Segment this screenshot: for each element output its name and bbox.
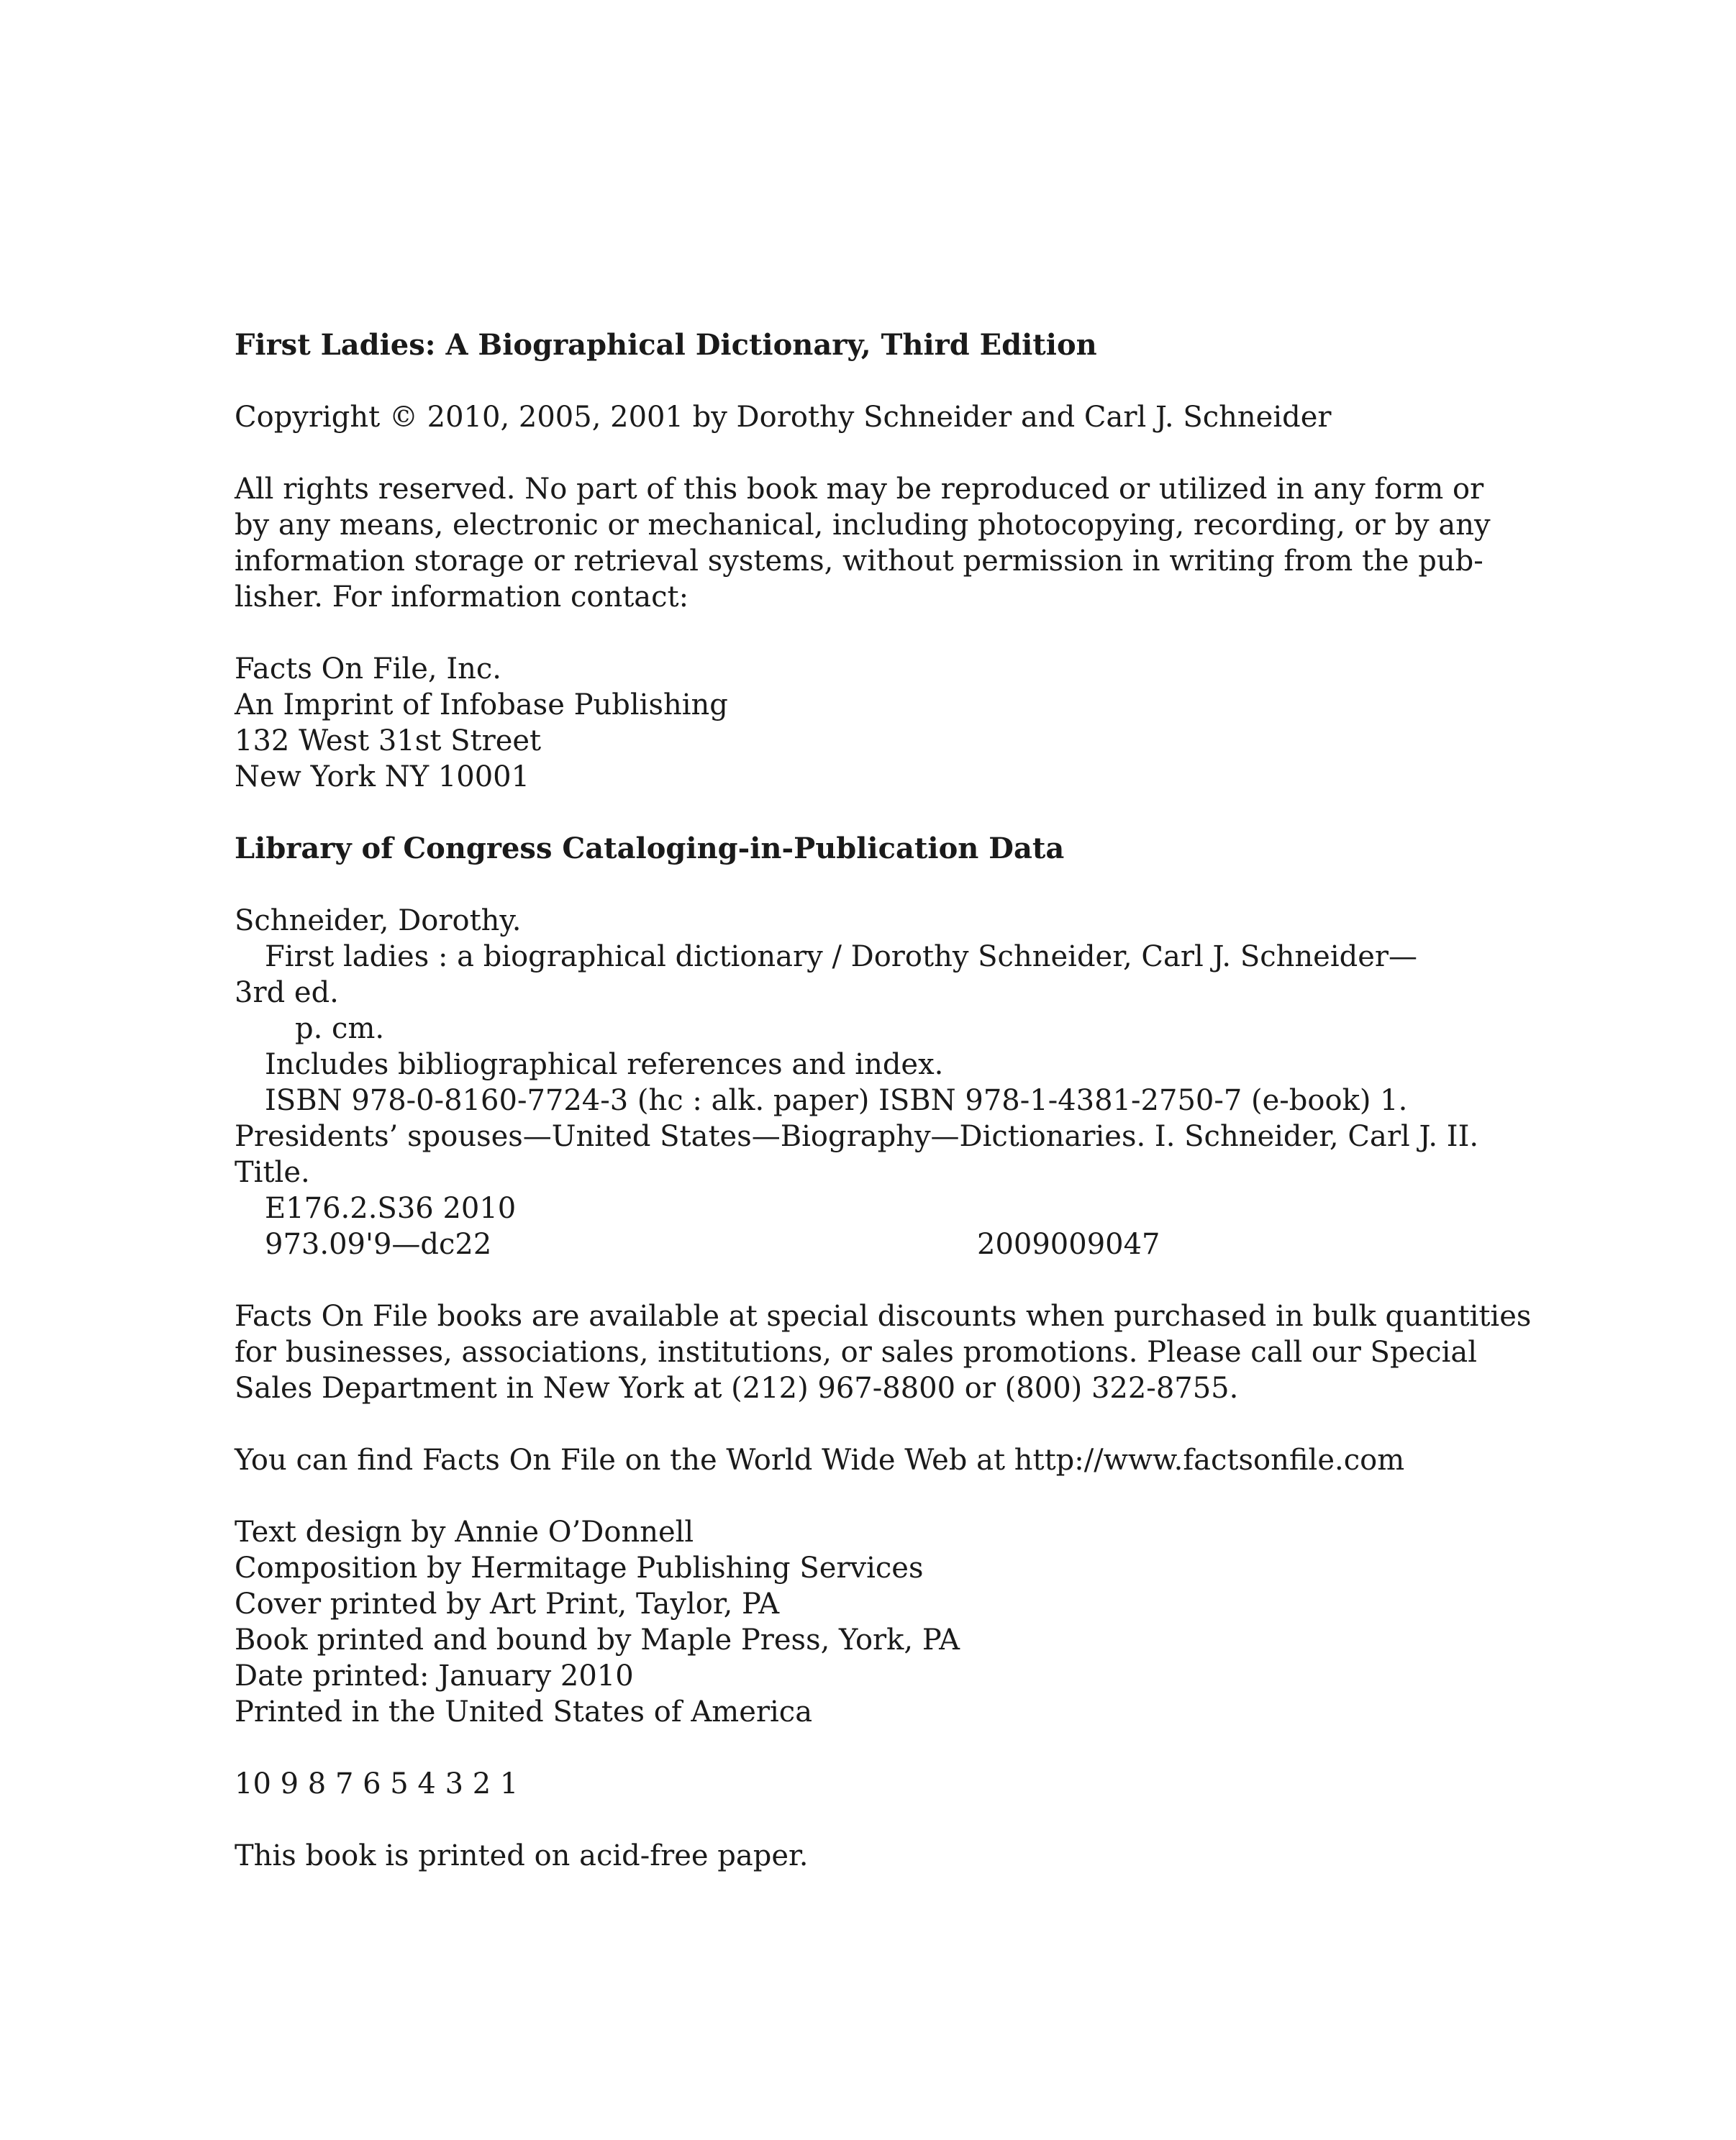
cip-isbn-line: ISBN 978-0-8160-7724-3 (hc : alk. paper) ISBN 978-1-4381-2750-7 (e-book) 1. xyxy=(265,1084,1408,1117)
sales-line: Sales Department in New York at (212) 967-8800 or (800) 322-8755. xyxy=(235,1372,1239,1405)
credit-line: Printed in the United States of America xyxy=(235,1695,813,1729)
publisher-city: New York NY 10001 xyxy=(235,760,530,793)
copyright-notice: Copyright © 2010, 2005, 2001 by Dorothy Schneider and Carl J. Schneider xyxy=(235,401,1332,434)
copyright-page xyxy=(235,327,1532,1874)
cip-title-line: 3rd ed. xyxy=(235,976,339,1009)
cip-isbn-line: Presidents’ spouses—United States—Biography—Dictionaries. I. Schneider, Carl J. II. xyxy=(235,1120,1479,1153)
cip-pages: p. cm. xyxy=(295,1012,385,1045)
publisher-name: Facts On File, Inc. xyxy=(235,652,501,686)
paper-note: This book is printed on acid-free paper. xyxy=(235,1839,809,1872)
rights-line: All rights reserved. No part of this book may be reproduced or utilized in any form or xyxy=(235,473,1484,506)
cip-block xyxy=(235,903,1479,1262)
cip-heading: Library of Congress Cataloging-in-Publication Data xyxy=(235,832,1065,865)
publisher-street: 132 West 31st Street xyxy=(235,724,542,757)
publisher-imprint: An Imprint of Infobase Publishing xyxy=(235,688,728,721)
rights-line: by any means, electronic or mechanical, including photocopying, recording, or by any xyxy=(235,509,1491,542)
printing-line: 10 9 8 7 6 5 4 3 2 1 xyxy=(235,1767,519,1800)
credit-line: Book printed and bound by Maple Press, York, PA xyxy=(235,1624,960,1657)
credit-line: Date printed: January 2010 xyxy=(235,1659,634,1693)
cip-author: Schneider, Dorothy. xyxy=(235,904,522,937)
cip-isbn-entry xyxy=(235,1083,1479,1190)
credit-line: Composition by Hermitage Publishing Services xyxy=(235,1552,924,1585)
web-notice: You can find Facts On File on the World Wide Web at http://www.factsonfile.com xyxy=(235,1444,1405,1477)
cip-title-line: First ladies : a biographical dictionary / Dorothy Schneider, Carl J. Schneider— xyxy=(265,940,1418,973)
cip-isbn-line: Title. xyxy=(235,1156,310,1189)
production-credits xyxy=(235,1514,1357,1730)
credit-line: Text design by Annie O’Donnell xyxy=(235,1516,694,1549)
cip-lc-class: E176.2.S36 2010 xyxy=(265,1192,517,1225)
rights-statement xyxy=(235,471,1491,615)
sales-line: Facts On File books are available at special discounts when purchased in bulk quantities xyxy=(235,1300,1532,1333)
cip-includes: Includes bibliographical references and index. xyxy=(265,1048,944,1081)
publisher-address xyxy=(235,651,1357,795)
book-title: First Ladies: A Biographical Dictionary, Third Edition xyxy=(235,328,1097,362)
cip-lccn: 2009009047 xyxy=(977,1228,1160,1261)
sales-notice xyxy=(235,1298,1532,1406)
cip-title-entry xyxy=(235,939,1418,1011)
cip-dewey-row xyxy=(235,1226,1357,1262)
rights-line: information storage or retrieval systems, without permission in writing from the pub- xyxy=(235,545,1483,578)
credit-line: Cover printed by Art Print, Taylor, PA xyxy=(235,1588,780,1621)
cip-dewey: 973.09'9—dc22 xyxy=(265,1228,492,1261)
rights-line: lisher. For information contact: xyxy=(235,580,689,614)
sales-line: for businesses, associations, institutions, or sales promotions. Please call our Special xyxy=(235,1336,1478,1369)
